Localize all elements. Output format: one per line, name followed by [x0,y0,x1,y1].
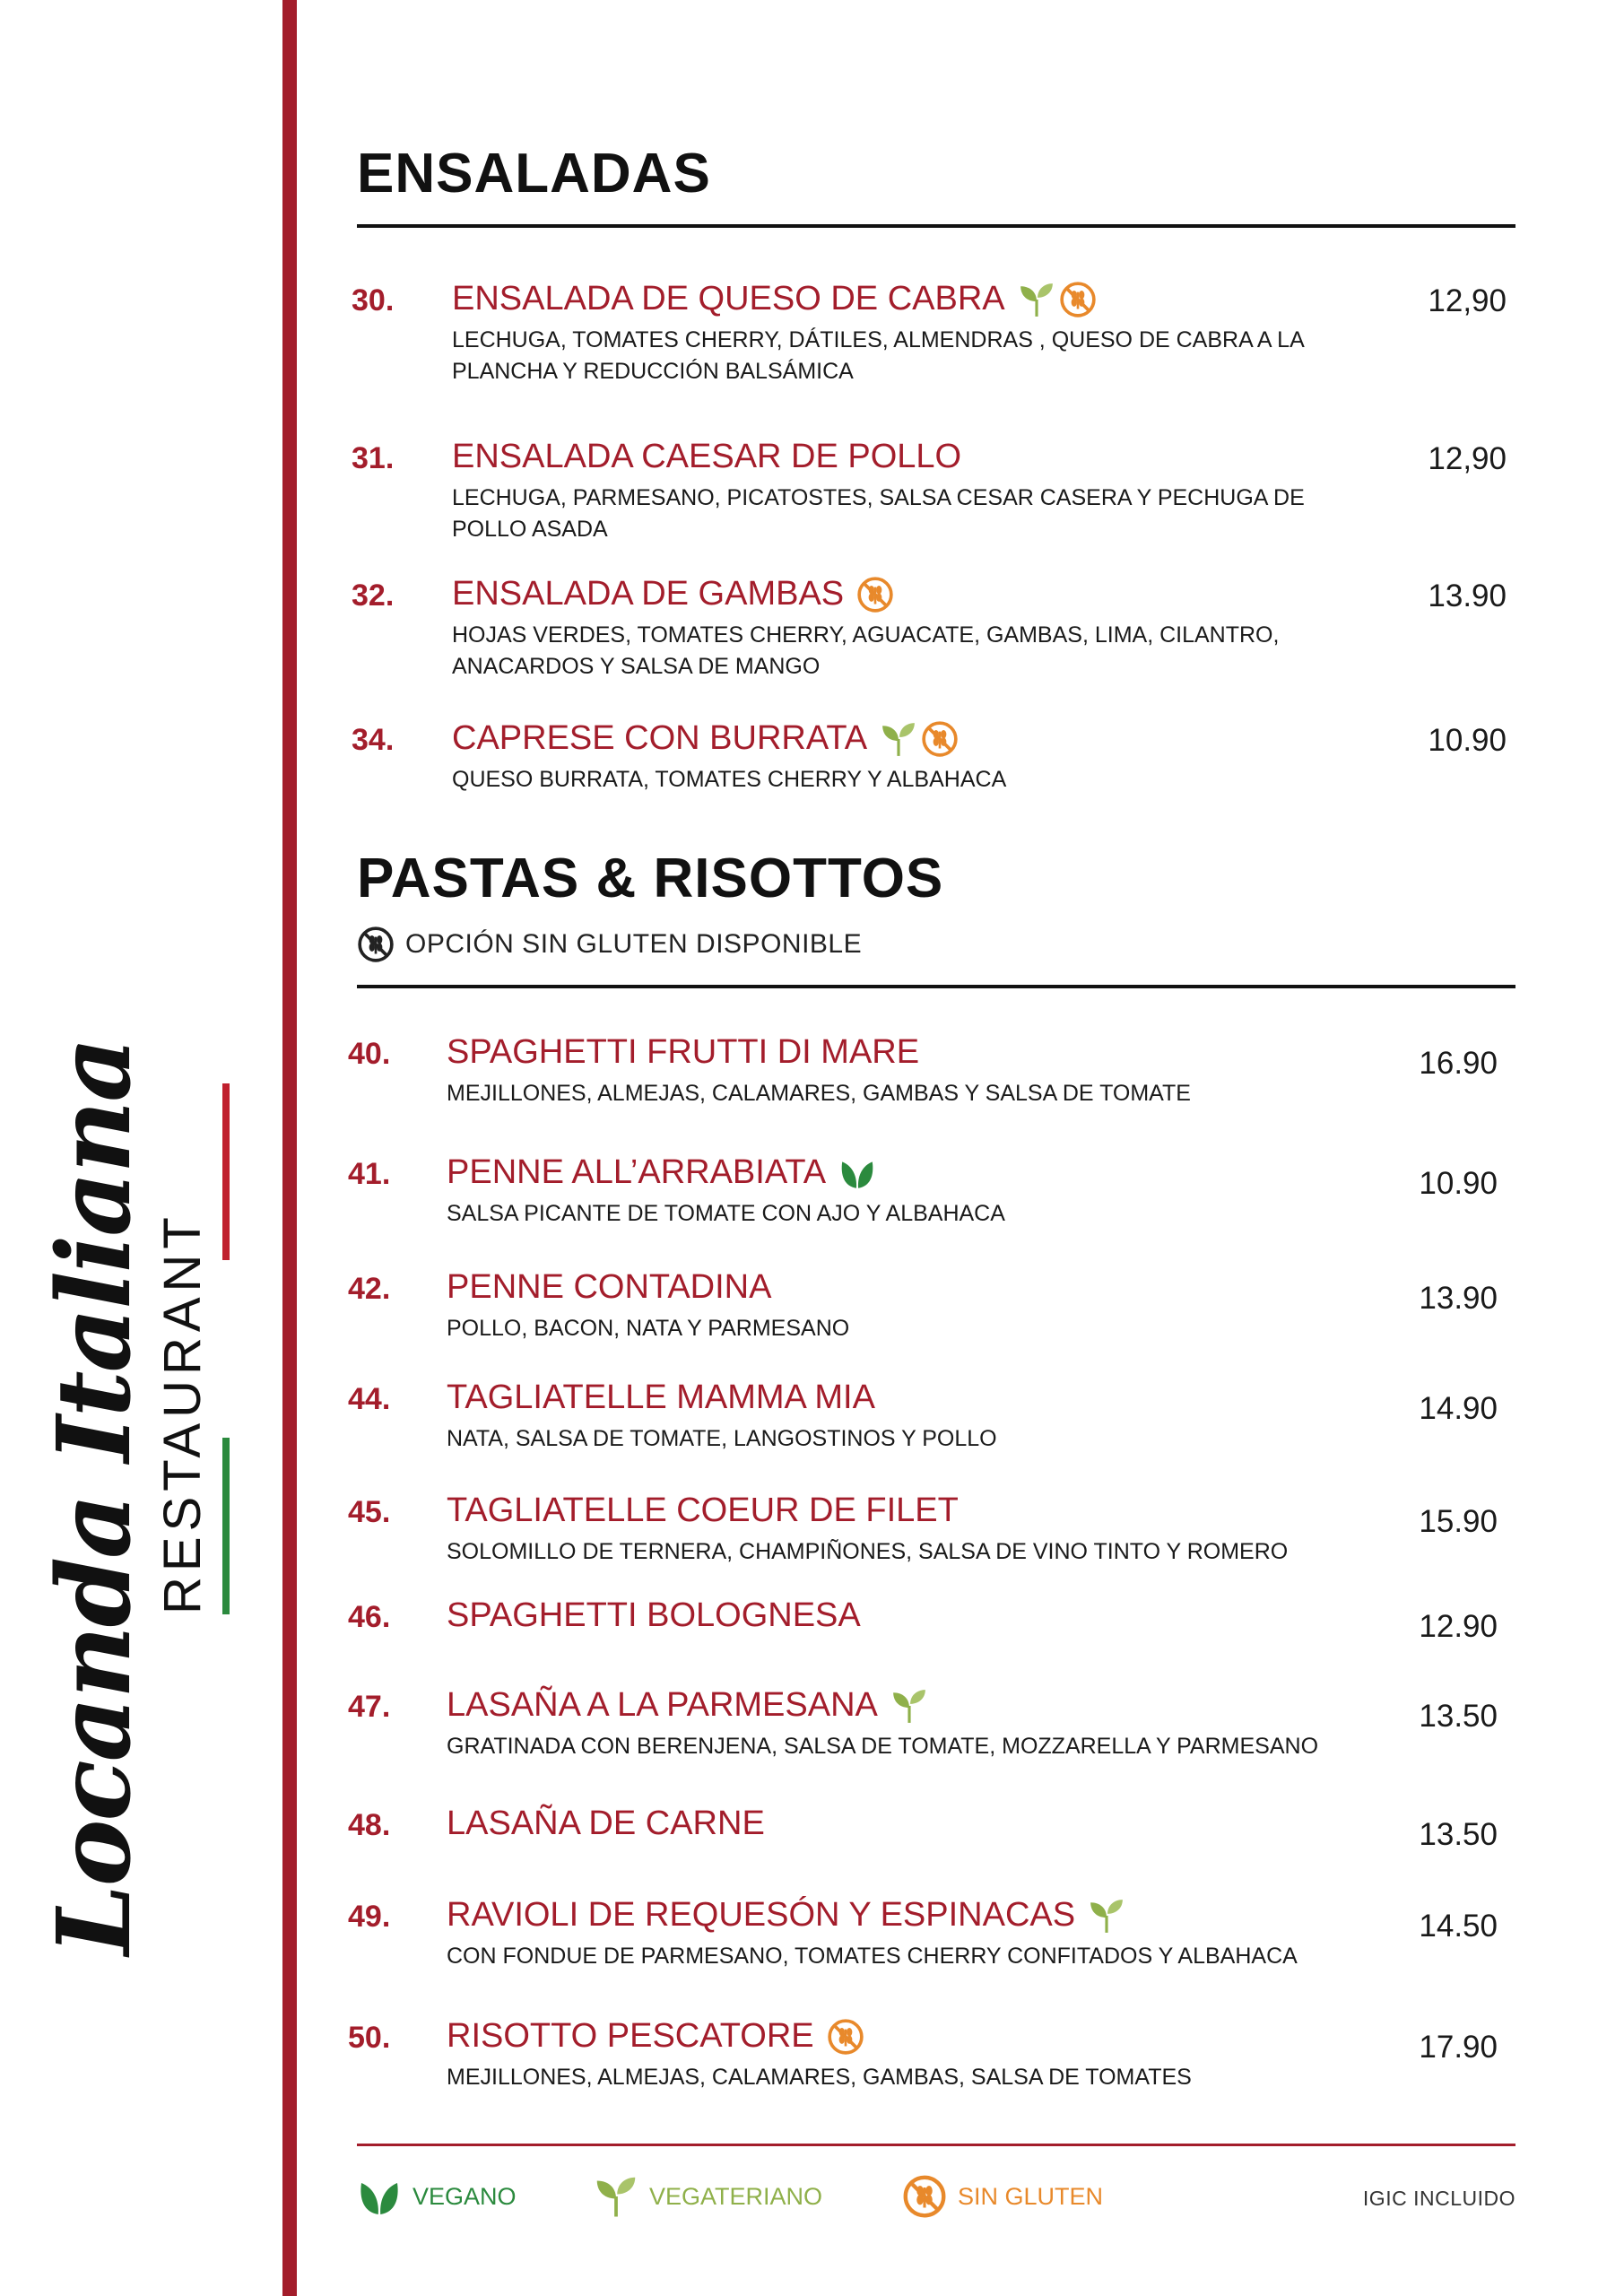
item-name-wrap [452,575,894,613]
item-price: 13.90 [1428,578,1507,613]
item-name: RISOTTO PESCATORE [447,2017,814,2055]
item-price: 12,90 [1428,441,1507,476]
menu-content [348,0,1515,2296]
item-description: HOJAS VERDES, TOMATES CHERRY, AGUACATE, GAMBAS, LIMA, CILANTRO, ANACARDOS Y SALSA DE MANGO [452,622,1280,679]
item-description: LECHUGA, PARMESANO, PICATOSTES, SALSA CESAR CASERA Y PECHUGA DE POLLO ASADA [452,485,1305,542]
item-name-wrap [447,1805,765,1843]
vegetarian-icon [1018,281,1055,318]
item-number: 48. [348,1808,391,1842]
note-text: OPCIÓN SIN GLUTEN DISPONIBLE [405,929,863,959]
gluten-free-icon [357,926,395,963]
item-description: NATA, SALSA DE TOMATE, LANGOSTINOS Y POLLO [447,1426,997,1451]
item-name-wrap [447,1596,861,1635]
item-name-wrap [452,280,1097,318]
section-divider [357,224,1515,228]
legend-vegetarian [594,2174,822,2219]
item-price: 10.90 [1428,723,1507,758]
item-price: 14.90 [1419,1391,1498,1426]
item-number: 50. [348,2021,391,2055]
vegetarian-icon [1088,1897,1125,1935]
item-number: 49. [348,1900,391,1934]
item-name-wrap [447,2017,864,2056]
item-description: LECHUGA, TOMATES CHERRY, DÁTILES, ALMENDRAS , QUESO DE CABRA A LA PLANCHA Y REDUCCIÓN BALSÁMICA [452,327,1304,384]
item-description: CON FONDUE DE PARMESANO, TOMATES CHERRY CONFITADOS Y ALBAHACA [447,1944,1298,1969]
item-name: SPAGHETTI BOLOGNESA [447,1596,861,1634]
legend-vegetarian-label: VEGATERIANO [649,2182,823,2210]
item-price: 13.50 [1419,1699,1498,1734]
gluten-free-icon [902,2174,947,2219]
legend-gluten-free-label: SIN GLUTEN [958,2182,1104,2210]
legend-gluten-free [902,2174,1103,2219]
item-number: 44. [348,1382,391,1416]
item-price: 15.90 [1419,1504,1498,1539]
item-name: TAGLIATELLE MAMMA MIA [447,1378,875,1416]
item-description: GRATINADA CON BERENJENA, SALSA DE TOMATE, MOZZARELLA Y PARMESANO [447,1734,1319,1759]
legend-vegan-label: VEGANO [413,2182,517,2210]
item-price: 13.50 [1419,1817,1498,1852]
item-name-wrap [452,719,959,758]
section-title-ensaladas: ENSALADAS [357,143,711,204]
item-price: 12.90 [1419,1609,1498,1644]
item-price: 14.50 [1419,1909,1498,1944]
item-name: ENSALADA DE GAMBAS [452,575,845,613]
item-name-wrap [447,1268,771,1307]
item-price: 16.90 [1419,1046,1498,1081]
gluten-free-option-note [357,926,862,963]
gluten-free-icon [827,2018,864,2056]
left-red-stripe [282,0,297,2296]
section-divider [357,985,1515,988]
item-price: 13.90 [1419,1281,1498,1316]
item-name: ENSALADA CAESAR DE POLLO [452,438,962,475]
item-name-wrap [447,1896,1125,1935]
item-number: 42. [348,1272,391,1306]
item-description: SALSA PICANTE DE TOMATE CON AJO Y ALBAHACA [447,1201,1005,1226]
vegetarian-icon [594,2174,638,2219]
vegan-icon [838,1154,876,1192]
item-number: 32. [352,578,395,613]
item-number: 47. [348,1690,391,1724]
item-number: 31. [352,441,395,475]
gluten-free-icon [1059,281,1097,318]
item-name: ENSALADA DE QUESO DE CABRA [452,280,1005,317]
item-name-wrap [447,1686,928,1725]
item-name: PENNE CONTADINA [447,1268,772,1306]
item-number: 46. [348,1600,391,1634]
tax-included-note: IGIC INCLUIDO [1362,2187,1515,2210]
legend-divider [357,2144,1515,2146]
gluten-free-icon [856,576,894,613]
brand-subtitle: RESTAURANT [153,1212,212,1614]
italian-flag-stripe [222,1083,230,1614]
brand-logo [36,1039,260,1955]
section-title-pastas: PASTAS & RISOTTOS [357,848,944,909]
legend-vegan [357,2174,517,2219]
item-number: 40. [348,1037,391,1071]
item-name-wrap [447,1153,876,1192]
item-name: LASAÑA A LA PARMESANA [447,1686,878,1724]
item-number: 41. [348,1157,391,1191]
item-name-wrap [452,438,961,476]
item-description: MEJILLONES, ALMEJAS, CALAMARES, GAMBAS, SALSA DE TOMATES [447,2065,1192,2090]
item-description: POLLO, BACON, NATA Y PARMESANO [447,1316,850,1341]
gluten-free-icon [921,720,959,758]
item-name-wrap [447,1378,875,1417]
item-description: QUESO BURRATA, TOMATES CHERRY Y ALBAHACA [452,767,1007,792]
item-number: 34. [352,723,395,757]
item-price: 10.90 [1419,1166,1498,1201]
item-name: SPAGHETTI FRUTTI DI MARE [447,1033,920,1071]
brand-script-name: Locanda Italiana [36,1039,153,1955]
item-name-wrap [447,1033,919,1072]
dietary-legend [357,2174,1515,2228]
vegetarian-icon [880,720,917,758]
item-name: CAPRESE CON BURRATA [452,719,868,757]
item-description: SOLOMILLO DE TERNERA, CHAMPIÑONES, SALSA DE VINO TINTO Y ROMERO [447,1539,1289,1564]
vegan-icon [357,2174,402,2219]
vegetarian-icon [890,1687,928,1725]
item-name: PENNE ALL’ARRABIATA [447,1153,827,1191]
item-description: MEJILLONES, ALMEJAS, CALAMARES, GAMBAS Y SALSA DE TOMATE [447,1081,1191,1106]
item-number: 30. [352,283,395,317]
item-name-wrap [447,1492,959,1530]
item-number: 45. [348,1495,391,1529]
item-name: TAGLIATELLE COEUR DE FILET [447,1492,959,1529]
item-price: 12,90 [1428,283,1507,318]
item-price: 17.90 [1419,2030,1498,2065]
item-name: RAVIOLI DE REQUESÓN Y ESPINACAS [447,1896,1076,1934]
item-name: LASAÑA DE CARNE [447,1805,765,1842]
